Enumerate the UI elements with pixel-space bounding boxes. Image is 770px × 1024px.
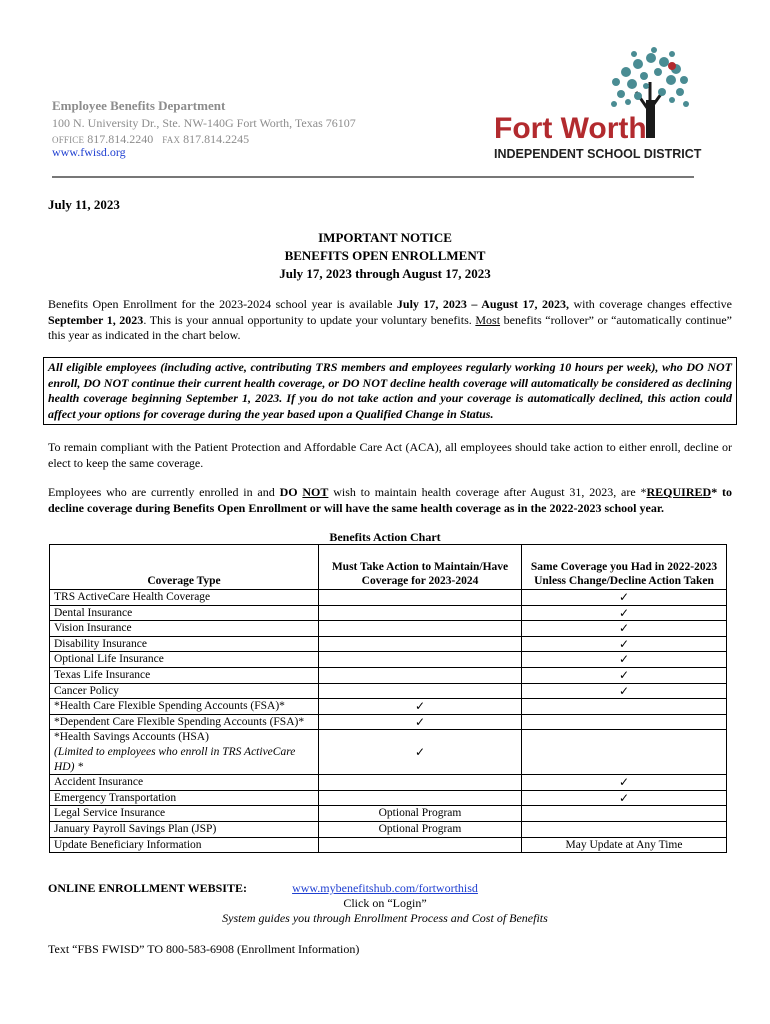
department-address: 100 N. University Dr., Ste. NW-140G Fort Worth, Texas 76107 xyxy=(52,116,356,130)
table-row xyxy=(50,714,727,730)
table-row xyxy=(50,605,727,621)
table-row xyxy=(50,790,727,806)
same-coverage-cell: ✓ xyxy=(522,790,727,806)
must-take-action-cell xyxy=(319,652,522,668)
must-take-action-cell: ✓ xyxy=(319,699,522,715)
coverage-type-cell: Dental Insurance xyxy=(50,605,319,621)
table-header-row xyxy=(50,545,727,590)
department-website-link[interactable]: www.fwisd.org xyxy=(52,145,126,159)
same-coverage-cell: ✓ xyxy=(522,605,727,621)
online-enrollment-link[interactable]: www.mybenefitshub.com/fortworthisd xyxy=(292,881,478,895)
login-instruction: Click on “Login” xyxy=(343,896,427,910)
table-row xyxy=(50,699,727,715)
header-must-take-action: Must Take Action to Maintain/Have Coverage for 2023-2024 xyxy=(319,545,522,590)
must-take-action-cell: Optional Program xyxy=(319,821,522,837)
benefits-chart-title: Benefits Action Chart xyxy=(329,530,441,544)
system-guide-note: System guides you through Enrollment Process and Cost of Benefits xyxy=(222,911,548,925)
important-callout: All eligible employees (including active, contributing TRS members and employees regularly working 10 hours per week), who DO NOT enroll, DO NOT continue their current health coverage, or DO NOT decline health coverage will automatically be considered as declining health coverage beginning September 1, 2023. If you do not take action and your coverage is automatically declined, this action could affect your options for coverage during the year based upon a Qualified Change in Status. xyxy=(43,357,737,425)
must-take-action-cell: ✓ xyxy=(319,730,522,775)
same-coverage-cell: ✓ xyxy=(522,590,727,606)
table-row xyxy=(50,775,727,791)
logo-name: Fort Worth xyxy=(494,112,647,145)
office-label: OFFICE xyxy=(52,135,85,145)
coverage-type-cell: Disability Insurance xyxy=(50,636,319,652)
coverage-type-cell: Emergency Transportation xyxy=(50,790,319,806)
same-coverage-cell xyxy=(522,714,727,730)
must-take-action-cell xyxy=(319,790,522,806)
coverage-type-cell: Optional Life Insurance xyxy=(50,652,319,668)
must-take-action-cell xyxy=(319,590,522,606)
same-coverage-cell xyxy=(522,699,727,715)
same-coverage-cell: ✓ xyxy=(522,775,727,791)
table-row xyxy=(50,730,727,775)
table-row xyxy=(50,621,727,637)
same-coverage-cell: ✓ xyxy=(522,683,727,699)
notice-dates: July 17, 2023 through August 17, 2023 xyxy=(279,266,491,281)
coverage-type-cell: *Health Care Flexible Spending Accounts (FSA)* xyxy=(50,699,319,715)
header-coverage-type: Coverage Type xyxy=(50,545,319,590)
fwisd-logo xyxy=(486,42,720,162)
same-coverage-cell: ✓ xyxy=(522,621,727,637)
table-row xyxy=(50,806,727,822)
table-row xyxy=(50,652,727,668)
coverage-type-cell: Texas Life Insurance xyxy=(50,667,319,683)
must-take-action-cell xyxy=(319,621,522,637)
same-coverage-cell: ✓ xyxy=(522,652,727,668)
must-take-action-cell: Optional Program xyxy=(319,806,522,822)
coverage-type-cell: Update Beneficiary Information xyxy=(50,837,319,853)
coverage-type-cell: Accident Insurance xyxy=(50,775,319,791)
notice-subheading: BENEFITS OPEN ENROLLMENT xyxy=(284,248,486,263)
must-take-action-cell: ✓ xyxy=(319,714,522,730)
same-coverage-cell: May Update at Any Time xyxy=(522,837,727,853)
table-row xyxy=(50,821,727,837)
aca-paragraph: To remain compliant with the Patient Protection and Affordable Care Act (ACA), all employees should take action to either enroll, decline or elect to keep the same coverage. xyxy=(48,440,732,470)
same-coverage-cell xyxy=(522,821,727,837)
logo-subtitle: INDEPENDENT SCHOOL DISTRICT xyxy=(494,147,702,161)
notice-heading: IMPORTANT NOTICE xyxy=(318,230,452,245)
must-take-action-cell xyxy=(319,837,522,853)
header-divider xyxy=(52,176,694,178)
must-take-action-cell xyxy=(319,636,522,652)
same-coverage-cell xyxy=(522,806,727,822)
coverage-type-cell: Vision Insurance xyxy=(50,621,319,637)
coverage-type-cell: Legal Service Insurance xyxy=(50,806,319,822)
coverage-type-cell: *Health Savings Accounts (HSA) (Limited to employees who enroll in TRS ActiveCare HD) * xyxy=(50,730,319,775)
must-take-action-cell xyxy=(319,667,522,683)
coverage-type-cell: January Payroll Savings Plan (JSP) xyxy=(50,821,319,837)
must-take-action-cell xyxy=(319,605,522,621)
office-phone: 817.814.2240 xyxy=(87,132,154,146)
coverage-type-cell: Cancer Policy xyxy=(50,683,319,699)
same-coverage-cell xyxy=(522,730,727,775)
table-row xyxy=(50,837,727,853)
must-take-action-cell xyxy=(319,683,522,699)
enrollment-paragraph: Benefits Open Enrollment for the 2023-2024 school year is available July 17, 2023 – August 17, 2023, with coverage changes effective September 1, 2023. This is your annual opportunity to update your voluntary benefits. Most benefits “rollover” or “automatically continue” this year as indicated in the chart below. xyxy=(48,297,732,342)
header-same-coverage: Same Coverage you Had in 2022-2023 Unless Change/Decline Action Taken xyxy=(522,545,727,590)
table-row xyxy=(50,667,727,683)
department-title: Employee Benefits Department xyxy=(52,98,226,113)
same-coverage-cell: ✓ xyxy=(522,636,727,652)
benefits-action-chart xyxy=(49,544,727,853)
table-row xyxy=(50,590,727,606)
table-row xyxy=(50,683,727,699)
online-enrollment-label: ONLINE ENROLLMENT WEBSITE: xyxy=(48,881,247,895)
fax-phone: 817.814.2245 xyxy=(183,132,250,146)
coverage-type-cell: TRS ActiveCare Health Coverage xyxy=(50,590,319,606)
decline-paragraph: Employees who are currently enrolled in and DO NOT wish to maintain health coverage after August 31, 2023, are *REQUIRED* to decline coverage during Benefits Open Enrollment or will have the same health coverage as in the 2022-2023 school year. xyxy=(48,485,732,515)
same-coverage-cell: ✓ xyxy=(522,667,727,683)
fax-label: FAX xyxy=(162,135,181,145)
text-enrollment-info: Text “FBS FWISD” TO 800-583-6908 (Enrollment Information) xyxy=(48,942,360,956)
must-take-action-cell xyxy=(319,775,522,791)
coverage-note: (Limited to employees who enroll in TRS ActiveCare HD) * xyxy=(54,745,296,773)
table-row xyxy=(50,636,727,652)
letter-date: July 11, 2023 xyxy=(48,197,120,212)
coverage-type-cell: *Dependent Care Flexible Spending Accounts (FSA)* xyxy=(50,714,319,730)
